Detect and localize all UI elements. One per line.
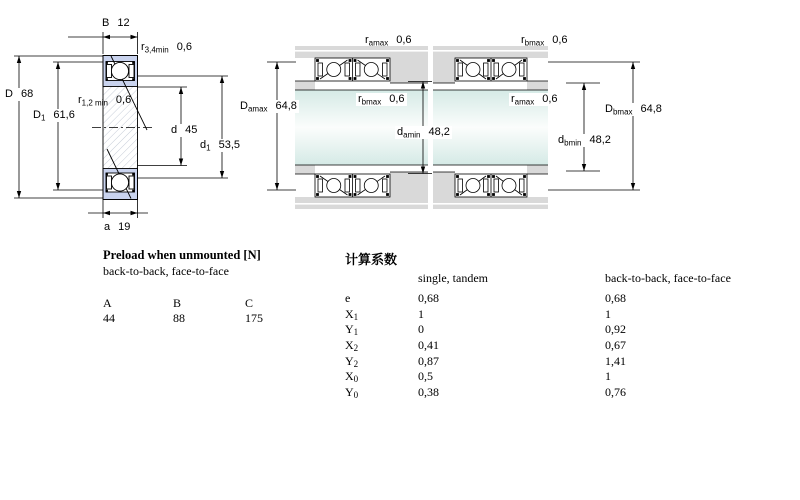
dim-label-r12: r 1,2 min 0,6	[78, 94, 132, 108]
dim-label-rbmax-b: r bmax 0,6	[521, 34, 568, 48]
dim-label-B: B 12	[102, 17, 130, 29]
preload-col-a: A	[103, 296, 112, 310]
preload-table	[103, 248, 323, 328]
dim-label-ramax-a: r amax 0,6	[365, 34, 412, 48]
preload-title: Preload when unmounted [N]	[103, 248, 261, 262]
factors-col-btb: back-to-back, face-to-face	[605, 271, 731, 285]
dim-label-Damax: D amax 64,8	[240, 100, 297, 114]
dim-label-r34: r 3,4min 0,6	[141, 41, 192, 55]
dim-label-dbmin: d bmin 48,2	[558, 134, 611, 148]
preload-subtitle: back-to-back, face-to-face	[103, 264, 229, 278]
factors-col-single: single, tandem	[418, 271, 488, 285]
preload-col-c: C	[245, 296, 254, 310]
factors-title: 计算系数	[345, 252, 398, 267]
dim-label-rbmax-a: r bmax 0,6	[358, 93, 405, 107]
preload-col-b: B	[173, 296, 182, 310]
dim-label-Dbmax: D bmax 64,8	[605, 103, 662, 117]
factors-table: 计算系数 single, tandem back-to-back, face-to-face e 0,68 0,68 X1 1 1 Y1 0 0,92 X2 0,41 0,67 Y2 0,87 1,41 X0 0,5 1 Y0 0,38 0,76	[345, 249, 785, 409]
dim-label-d: d 45	[171, 124, 198, 136]
dim-label-damin: d amin 48,2	[397, 126, 450, 140]
preload-val-b: 88	[173, 311, 185, 325]
preload-val-a: 44	[103, 311, 115, 325]
dim-label-D1: D 1 61,6	[33, 109, 75, 123]
dim-label-ramax-b: r amax 0,6	[511, 93, 558, 107]
preload-val-c: 175	[245, 311, 263, 325]
dim-label-d1: d 1 53,5	[200, 139, 240, 153]
arrangement-b-dims	[548, 62, 640, 190]
dim-label-a: a 19	[104, 221, 131, 233]
dim-label-D: D 68	[5, 88, 34, 100]
